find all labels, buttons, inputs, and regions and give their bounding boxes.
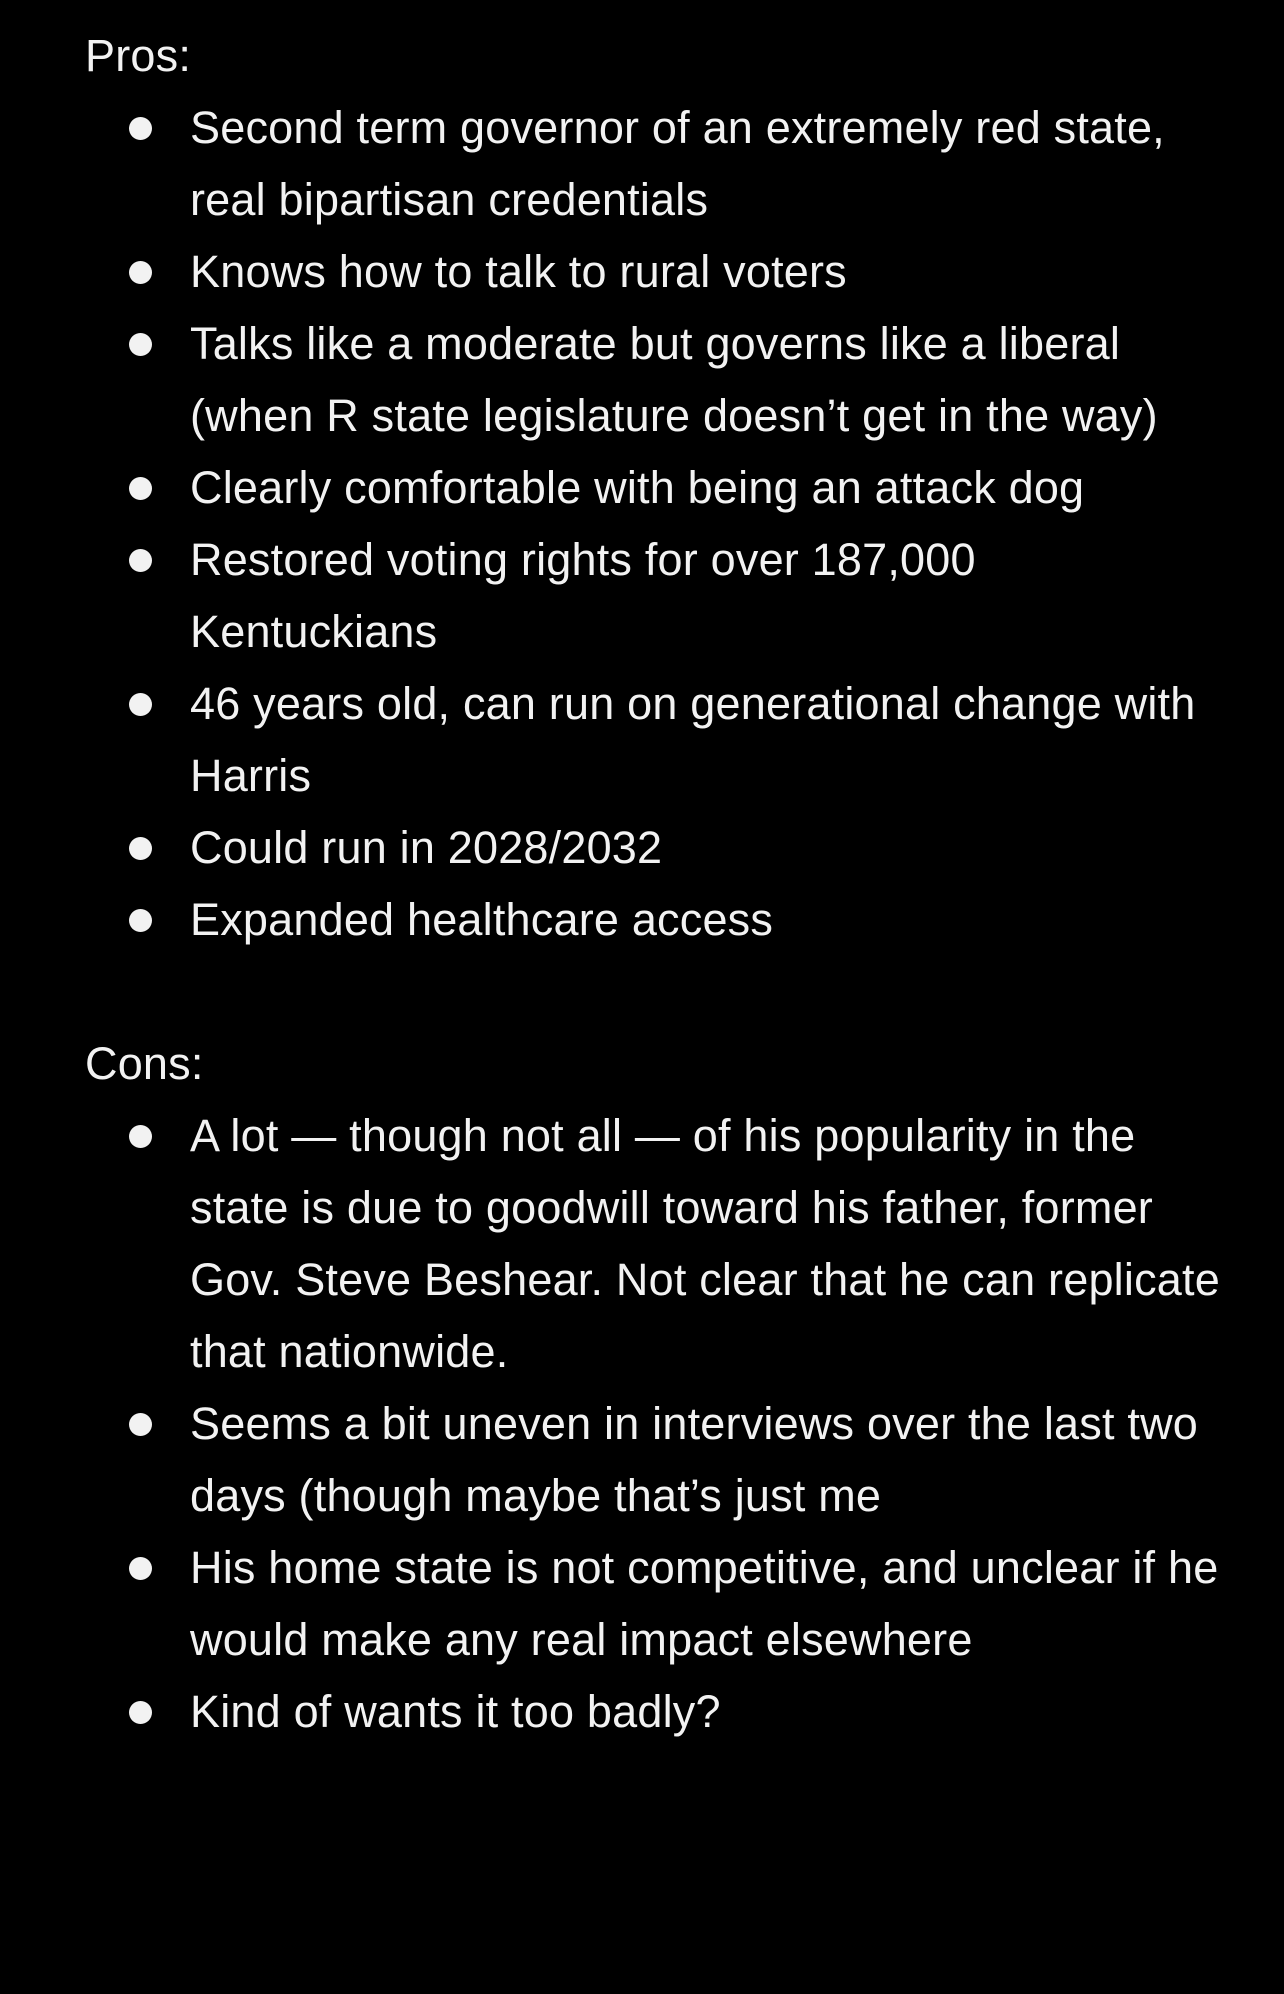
list-item-text: Could run in 2028/2032	[190, 822, 663, 873]
list-item-text: His home state is not competitive, and unclear if he would make any real impact elsewhere	[190, 1542, 1219, 1665]
bullet-icon	[129, 837, 152, 860]
bullet-icon	[129, 1125, 152, 1148]
list-item-text: Seems a bit uneven in interviews over the last two days (though maybe that’s just me	[190, 1398, 1198, 1521]
list-item-text: A lot — though not all — of his popularity in the state is due to goodwill toward his father, former Gov. Steve Beshear. Not clear that he can replicate that nationwide.	[190, 1110, 1220, 1377]
list-item	[0, 92, 1284, 236]
list-item	[0, 812, 1284, 884]
list-item-text: Expanded healthcare access	[190, 894, 774, 945]
pros-heading: Pros:	[85, 30, 192, 81]
list-item	[0, 524, 1284, 668]
list-item	[0, 1100, 1284, 1388]
list-item	[0, 1388, 1284, 1532]
section-spacer	[0, 956, 1284, 1028]
cons-heading: Cons:	[85, 1038, 204, 1089]
list-item-text: Kind of wants it too badly?	[190, 1686, 721, 1737]
list-item	[0, 884, 1284, 956]
bullet-icon	[129, 477, 152, 500]
list-item	[0, 1676, 1284, 1748]
list-item-text: Restored voting rights for over 187,000 Kentuckians	[190, 534, 976, 657]
list-item	[0, 668, 1284, 812]
list-item-text: Talks like a moderate but governs like a liberal (when R state legislature doesn’t get in the way)	[190, 318, 1158, 441]
bullet-icon	[129, 117, 152, 140]
cons-list	[0, 1100, 1284, 1748]
bullet-icon	[129, 261, 152, 284]
bullet-icon	[129, 333, 152, 356]
bullet-icon	[129, 1557, 152, 1580]
list-item-text: Knows how to talk to rural voters	[190, 246, 847, 297]
bullet-icon	[129, 1413, 152, 1436]
list-item	[0, 1532, 1284, 1676]
list-item-text: 46 years old, can run on generational change with Harris	[190, 678, 1196, 801]
list-item	[0, 236, 1284, 308]
bullet-icon	[129, 693, 152, 716]
bullet-icon	[129, 909, 152, 932]
list-item-text: Clearly comfortable with being an attack dog	[190, 462, 1085, 513]
bullet-icon	[129, 1701, 152, 1724]
pros-list	[0, 92, 1284, 956]
list-item	[0, 452, 1284, 524]
bullet-icon	[129, 549, 152, 572]
list-item	[0, 308, 1284, 452]
list-item-text: Second term governor of an extremely red state, real bipartisan credentials	[190, 102, 1165, 225]
